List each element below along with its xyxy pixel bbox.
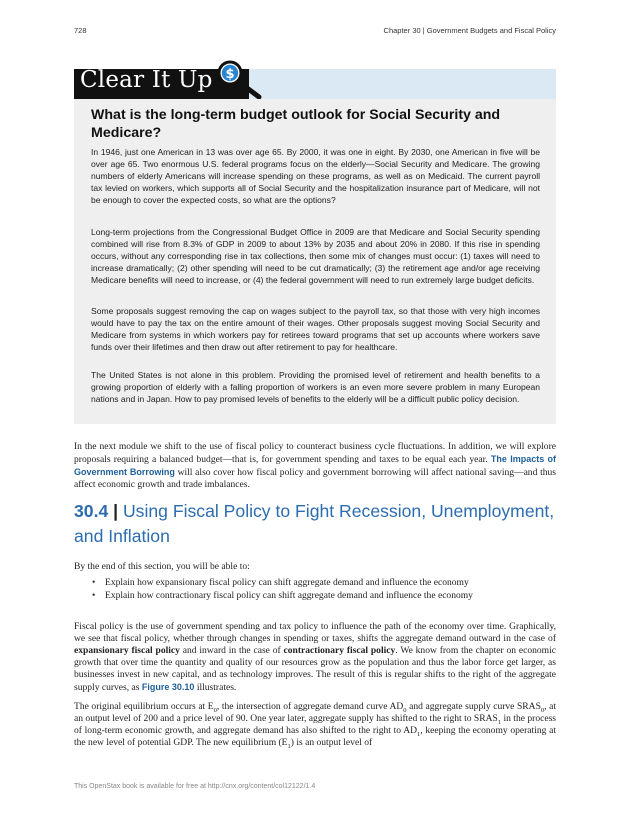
clear-it-up-label: Clear It Up: [80, 67, 213, 93]
page-number: 728: [74, 26, 87, 35]
government-borrowing-link[interactable]: The Impacts of Government Borrowing: [74, 454, 557, 477]
section-separator: |: [113, 501, 119, 521]
callout-paragraph: The United States is not alone in this problem. Providing the promised level of retirement and health benefits to a growing proportion of elderly with a falling proportion of workers is an even more severe problem in many European nations and in Japan. How to pay promised levels of benefits to the elderly will be a difficult public policy decision.: [91, 370, 540, 404]
objectives-intro: By the end of this section, you will be able to:: [74, 561, 250, 572]
section-heading: [74, 499, 556, 549]
section-number: 30.4: [74, 501, 109, 521]
section-title: Using Fiscal Policy to Fight Recession, Unemployment, and Inflation: [74, 501, 555, 546]
callout-paragraph: In 1946, just one American in 13 was over age 65. By 2000, it was one in eight. By 2030, one American in five will be over age 65. Two enormous U.S. federal programs focus on the elderly—Social Security and Medicare. The growing numbers of elderly Americans will increase spending on these programs, as well as on Medicaid. The current payroll tax levied on workers, which supports all of Social Security and the hospitalization insurance part of Medicare, will not be enough to cover the expected costs, so what are the options?: [91, 147, 540, 205]
callout-question: What is the long-term budget outlook for Social Security and Medicare?: [91, 107, 501, 141]
objective-item: • Explain how expansionary fiscal policy can shift aggregate demand and influence the economy: [92, 576, 552, 589]
equilibrium-paragraph: The original equilibrium occurs at $E_0$, the intersection of aggregate demand curve $AD_0$ and aggregate supply curve $SRAS_0$, at an output level of 200 and a price level of 90. One year later, aggregate supply has shifted to the right to $SRAS_1$ in the process of long-term economic growth, and aggregate demand has also shifted to the right to $AD_1$, keeping the economy operating at the new level of potential GDP. The new equilibrium $(E_1)$ is an output level of: [74, 701, 556, 750]
magnifier-dollar-icon: [212, 60, 264, 100]
page-footer: This OpenStax book is available for free at http://cnx.org/content/col12122/1.4: [74, 783, 316, 790]
objective-item: • Explain how contractionary fiscal policy can shift aggregate demand and influence the economy: [92, 589, 552, 602]
term-contractionary: contractionary fiscal policy: [283, 645, 396, 656]
running-head: Chapter 30 | Government Budgets and Fiscal Policy: [383, 26, 556, 35]
callout-paragraph: Long-term projections from the Congressional Budget Office in 2009 are that Medicare and Social Security spending combined will rise from 8.3% of GDP in 2009 to about 13% by 2035 and about 20% in 2080. If this rise in spending occurs, without any corresponding rise in tax collections, then some mix of changes must occur: (1) taxes will need to increase dramatically; (2) other spending will need to be cut dramatically; (3) the retirement age and/or age receiving Medicare benefits will need to increase, or (4) the federal government will need to run extremely large budget deficits.: [91, 227, 540, 285]
term-expansionary: expansionary fiscal policy: [74, 645, 180, 656]
callout-paragraph: Some proposals suggest removing the cap on wages subject to the payroll tax, so that those with very high incomes would have to pay the tax on the entire amount of their wages. Other proposals suggest moving Social Security and Medicare from systems in which workers pay for retirees toward programs that set up accounts where workers save funds over their lifetimes and then draw out after retirement to pay for healthcare.: [91, 306, 540, 352]
transition-paragraph: In the next module we shift to the use of fiscal policy to counteract business cycle fluctuations. In addition, we will explore proposals requiring a balanced budget—that is, for government spending and taxes to be equal each year. The Impacts of Government Borrowing will also cover how fiscal policy and government borrowing will affect national saving—and thus affect economic growth and trade imbalances.: [74, 441, 557, 490]
learning-objectives: [92, 576, 552, 602]
figure-reference-link[interactable]: Figure 30.10: [141, 682, 195, 692]
fiscal-policy-paragraph: Fiscal policy is the use of government spending and tax policy to influence the path of the economy over time. Graphically, we see that fiscal policy, whether through changes in spending or taxes, shifts the aggregate demand outward in the case of expansionary fiscal policy and inward in the case of contractionary fiscal policy. We know from the chapter on economic growth that over time the quantity and quality of our resources grow as the population and thus the labor force get larger, as businesses invest in new capital, and as technology improves. The result of this is regular shifts to the right of the aggregate supply curves, as Figure 30.10 illustrates.: [74, 621, 556, 693]
dollar-symbol: $: [225, 67, 235, 82]
